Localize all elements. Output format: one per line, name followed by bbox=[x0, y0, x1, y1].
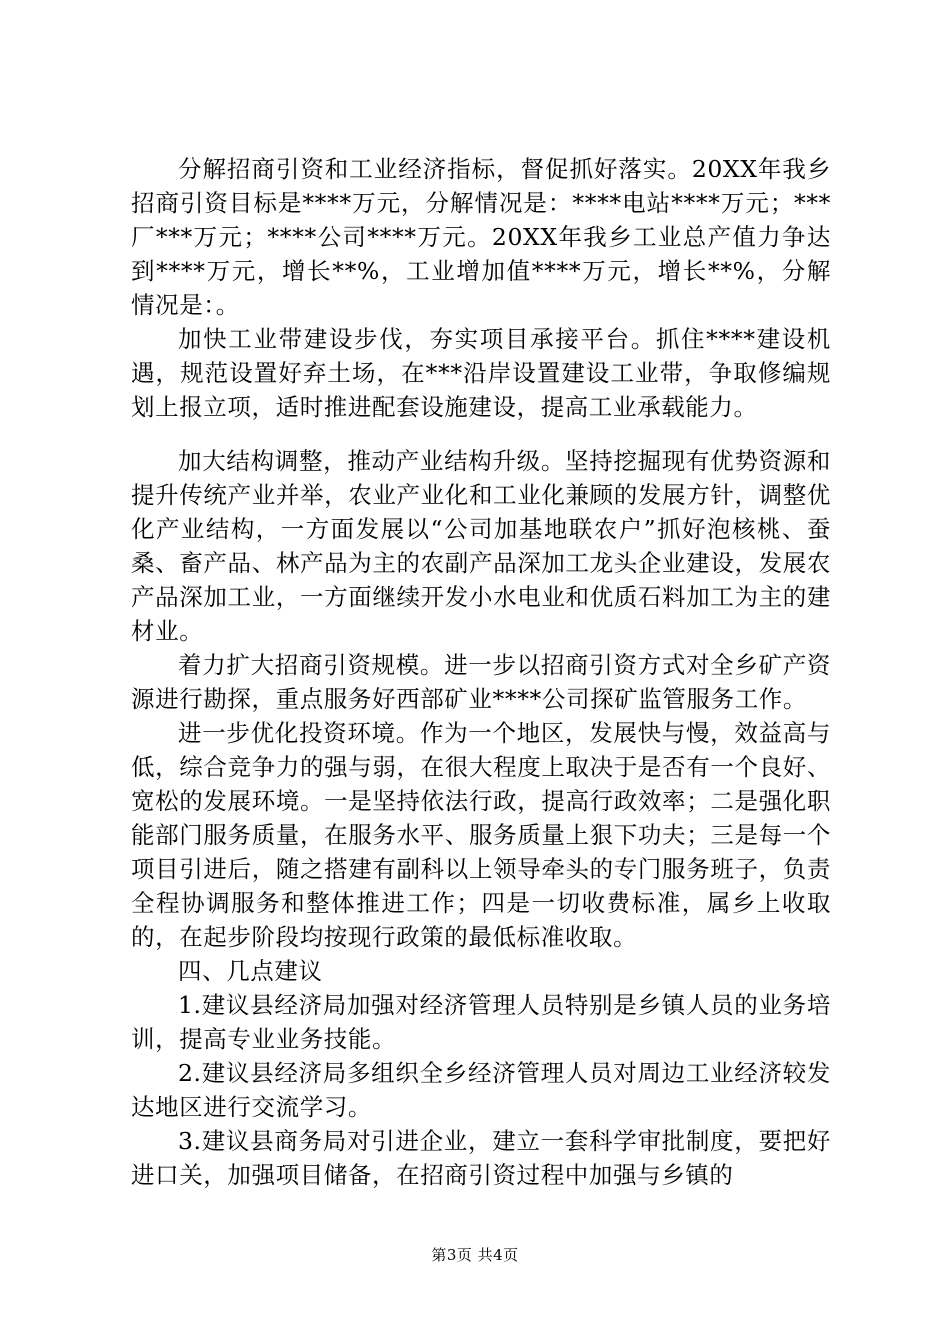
paragraph-investment-targets: 分解招商引资和工业经济指标，督促抓好落实。20XX年我乡招商引资目标是****万元，分解情况是：****电站****万元；***厂***万元；****公司****万元。20XX年我乡工业总产值力争达到****万元，增长**%，工业增加值****万元，增长**%，分解情况是：。 bbox=[131, 155, 831, 319]
section-heading-suggestions: 四、几点建议 bbox=[178, 957, 323, 985]
paragraph-industrial-belt: 加快工业带建设步伐，夯实项目承接平台。抓住****建设机遇，规范设置好弃土场，在***沿岸设置建设工业带，争取修编规划上报立项，适时推进配套设施建设，提高工业承载能力。 bbox=[131, 325, 831, 421]
paragraph-structure-adjustment: 加大结构调整，推动产业结构升级。坚持挖掘现有优势资源和提升传统产业并举，农业产业化和工业化兼顾的发展方针，调整优化产业结构，一方面发展以“公司加基地联农户”抓好泡核桃、蚕桑、畜产品、林产品为主的农副产品深加工龙头企业建设，发展农产品深加工业，一方面继续开发小水电业和优质石料加工为主的建材业。 bbox=[131, 447, 831, 645]
paragraph-investment-environment: 进一步优化投资环境。作为一个地区，发展快与慢，效益高与低，综合竞争力的强与弱，在很大程度上取决于是否有一个良好、宽松的发展环境。一是坚持依法行政，提高行政效率；二是强化职能部门服务质量，在服务水平、服务质量上狠下功夫；三是每一个项目引进后，随之搭建有副科以上领导牵头的专门服务班子，负责全程协调服务和整体推进工作；四是一切收费标准，属乡上收取的，在起步阶段均按现行政策的最低标准收取。 bbox=[131, 719, 831, 951]
paragraph-investment-scale: 着力扩大招商引资规模。进一步以招商引资方式对全乡矿产资源进行勘探，重点服务好西部矿业****公司探矿监管服务工作。 bbox=[131, 651, 831, 713]
document-body bbox=[131, 152, 831, 1192]
suggestion-item-2: 2.建议县经济局多组织全乡经济管理人员对周边工业经济较发达地区进行交流学习。 bbox=[131, 1059, 831, 1121]
page-number-footer: 第3页 共4页 bbox=[431, 1246, 519, 1264]
suggestion-item-3: 3.建议县商务局对引进企业，建立一套科学审批制度，要把好进口关，加强项目储备，在招商引资过程中加强与乡镇的 bbox=[131, 1127, 831, 1189]
suggestion-item-1: 1.建议县经济局加强对经济管理人员特别是乡镇人员的业务培训，提高专业业务技能。 bbox=[131, 991, 831, 1053]
